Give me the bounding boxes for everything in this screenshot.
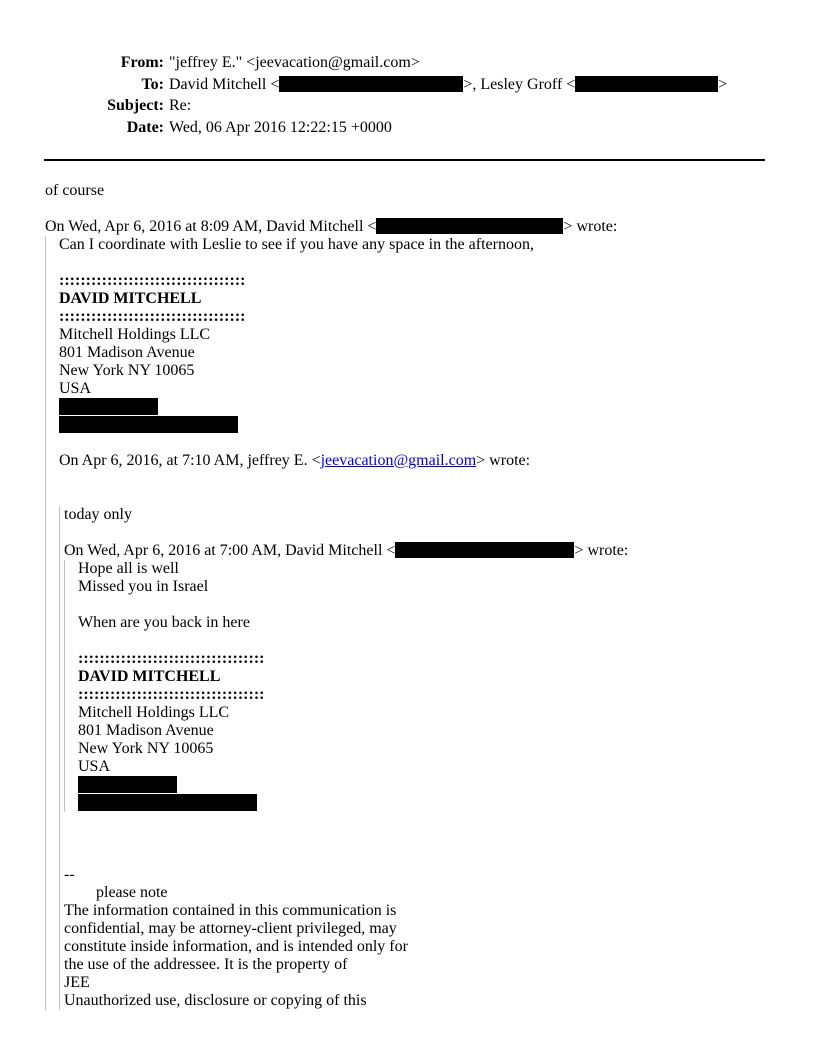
signature-city: New York NY 10065 [78, 740, 214, 757]
footer-line-5: JEE [64, 974, 90, 991]
to-value [169, 76, 727, 94]
signature-name: DAVID MITCHELL [78, 668, 221, 685]
redaction-box [376, 218, 563, 234]
footer-dashes: -- [64, 866, 75, 883]
signature-city: New York NY 10065 [59, 362, 195, 379]
quote-3-line-2: Missed you in Israel [78, 578, 209, 595]
footer-line-4: the use of the addressee. It is the property of [64, 956, 348, 973]
redaction-box [395, 542, 574, 558]
signature-name: DAVID MITCHELL [59, 290, 202, 307]
date-label: Date: [126, 118, 164, 136]
redaction-box [279, 76, 463, 92]
quote-3 [64, 560, 775, 812]
redaction-box [575, 76, 718, 92]
from-row [44, 54, 764, 76]
to-name-1: David Mitchell < [169, 75, 280, 93]
redaction-box [59, 398, 158, 415]
quote-2-intro-text: On Apr 6, 2016, at 7:10 AM, jeffrey E. < [59, 452, 321, 469]
to-label: To: [141, 75, 164, 93]
email-body [45, 182, 775, 1010]
quote-1-text: Can I coordinate with Leslie to see if you have any space in the afternoon, [59, 236, 534, 253]
quote-1 [45, 236, 775, 1010]
quote-2-text: today only [64, 506, 132, 523]
from-value: "jeffrey E." <jeevacation@gmail.com> [169, 54, 420, 71]
redaction-box [78, 776, 177, 793]
quote-1-intro-wrote: > wrote: [563, 218, 618, 235]
quote-3-line-1: Hope all is well [78, 560, 179, 577]
date-row [44, 119, 764, 141]
quote-2-intro-wrote: > wrote: [476, 452, 531, 469]
quote-3-line-3: When are you back in here [78, 614, 250, 631]
footer-line-6: Unauthorized use, disclosure or copying of this [64, 992, 367, 1009]
quote-1-intro [45, 218, 775, 236]
signature-country: USA [59, 380, 92, 397]
redaction-box [78, 794, 257, 811]
quote-3-intro-text: On Wed, Apr 6, 2016 at 7:00 AM, David Mitchell < [64, 542, 396, 559]
quote-3-intro-wrote: > wrote: [574, 542, 629, 559]
email-header [44, 54, 764, 140]
signature-dots-bottom: ::::::::::::::::::::::::::::::::::: [59, 308, 246, 325]
subject-value: Re: [169, 97, 192, 114]
footer-line-3: constitute inside information, and is intended only for [64, 938, 408, 955]
quote-3-intro [64, 542, 775, 560]
redaction-box [59, 416, 238, 433]
signature-company: Mitchell Holdings LLC [78, 704, 230, 721]
subject-row [44, 97, 764, 119]
reply-text: of course [45, 182, 105, 199]
signature-street: 801 Madison Avenue [78, 722, 214, 739]
to-row [44, 76, 764, 98]
footer-line-2: confidential, may be attorney-client privileged, may [64, 920, 397, 937]
quote-2-intro [59, 452, 775, 470]
signature-company: Mitchell Holdings LLC [59, 326, 211, 343]
date-value: Wed, 06 Apr 2016 12:22:15 +0000 [169, 118, 392, 136]
quote-1-intro-text: On Wed, Apr 6, 2016 at 8:09 AM, David Mitchell < [45, 218, 377, 235]
to-separator: >, Lesley Groff < [463, 75, 576, 93]
footer-line-1: The information contained in this communication is [64, 902, 397, 919]
header-divider [44, 159, 765, 161]
footer-note: please note [96, 884, 168, 901]
signature-dots-bottom: ::::::::::::::::::::::::::::::::::: [78, 686, 265, 703]
from-label: From: [120, 54, 164, 71]
signature-dots-top: ::::::::::::::::::::::::::::::::::: [78, 650, 265, 667]
quote-2 [59, 506, 775, 1010]
subject-label: Subject: [107, 97, 164, 114]
to-end: > [718, 75, 728, 93]
signature-dots-top: ::::::::::::::::::::::::::::::::::: [59, 272, 246, 289]
signature-country: USA [78, 758, 111, 775]
email-link[interactable]: jeevacation@gmail.com [320, 452, 477, 469]
signature-street: 801 Madison Avenue [59, 344, 195, 361]
